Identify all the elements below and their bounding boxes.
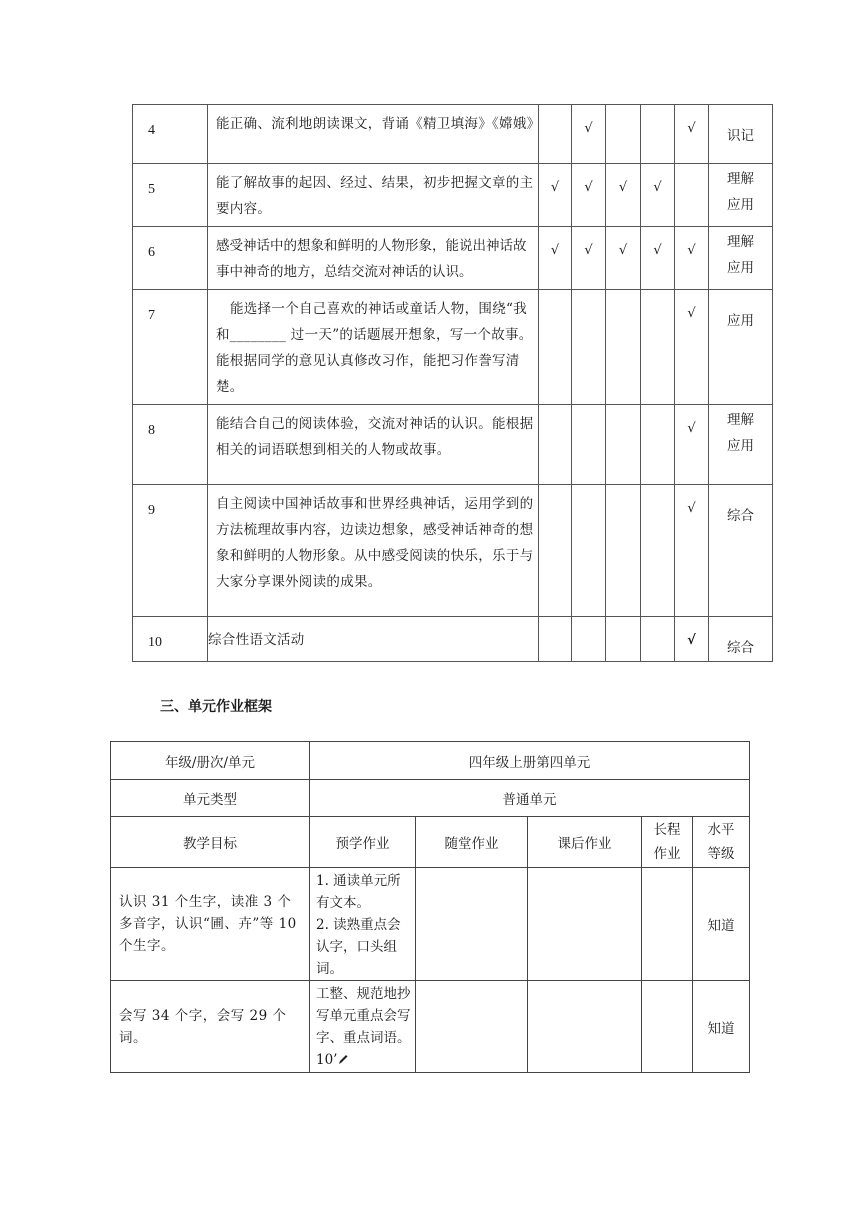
level-cell: 综合 xyxy=(709,617,773,662)
after-homework-cell xyxy=(528,868,642,981)
row-number: 8 xyxy=(133,405,208,485)
table-row xyxy=(133,105,773,164)
row-number: 4 xyxy=(133,105,208,164)
unit-type-label: 单元类型 xyxy=(111,780,310,817)
level-cell: 综合 xyxy=(709,485,773,617)
header-class: 随堂作业 xyxy=(416,817,528,868)
unit-type-value: 普通单元 xyxy=(310,780,750,817)
pre-homework-text: 工整、规范地抄写单元重点会写字、重点词语。10’ xyxy=(316,986,411,1068)
row-number: 5 xyxy=(133,164,208,227)
header-pre: 预学作业 xyxy=(310,817,416,868)
table-row xyxy=(111,780,750,817)
pre-homework-cell: 1. 通读单元所有文本。 2. 读熟重点会认字，口头组词。 xyxy=(310,868,416,981)
level-cell: 知道 xyxy=(693,981,750,1073)
header-goal: 教学目标 xyxy=(111,817,310,868)
check-cell: √ xyxy=(572,164,606,227)
objective-text: 能选择一个自己喜欢的神话或童话人物，围绕“我和________ 过一天”的话题展开想象，写一个故事。能根据同学的意见认真修改习作，能把习作誊写清楚。 xyxy=(208,290,539,405)
check-cell: √ xyxy=(675,227,709,290)
table-row xyxy=(133,164,773,227)
header-after: 课后作业 xyxy=(528,817,642,868)
class-homework-cell xyxy=(416,868,528,981)
header-long: 长程 作业 xyxy=(642,817,693,868)
framework-table xyxy=(110,741,750,1073)
check-cell xyxy=(572,290,606,405)
check-cell xyxy=(641,405,675,485)
check-cell xyxy=(539,290,572,405)
level-cell: 理解 应用 xyxy=(709,164,773,227)
check-cell xyxy=(606,290,641,405)
check-cell: √ xyxy=(606,164,641,227)
row-number: 10 xyxy=(133,617,208,662)
objective-table xyxy=(132,104,773,662)
table-row xyxy=(133,405,773,485)
check-cell xyxy=(539,405,572,485)
check-cell xyxy=(572,485,606,617)
objective-text: 自主阅读中国神话故事和世界经典神话，运用学到的方法梳理故事内容，边读边想象，感受神话神奇的想象和鲜明的人物形象。从中感受阅读的快乐，乐于与大家分享课外阅读的成果。 xyxy=(208,485,539,617)
level-cell: 识记 xyxy=(709,105,773,164)
grade-value: 四年级上册第四单元 xyxy=(310,742,750,780)
after-homework-cell xyxy=(528,981,642,1073)
row-number: 9 xyxy=(133,485,208,617)
check-cell xyxy=(641,105,675,164)
check-cell xyxy=(675,164,709,227)
row-number: 7 xyxy=(133,290,208,405)
pencil-icon xyxy=(337,1053,349,1065)
check-cell: √ xyxy=(675,405,709,485)
objective-text: 能了解故事的起因、经过、结果，初步把握文章的主要内容。 xyxy=(208,164,539,227)
check-cell: √ xyxy=(572,227,606,290)
objective-text: 感受神话中的想象和鲜明的人物形象，能说出神话故事中神奇的地方，总结交流对神话的认识。 xyxy=(208,227,539,290)
long-homework-cell xyxy=(642,981,693,1073)
header-level: 水平 等级 xyxy=(693,817,750,868)
level-cell: 理解 应用 xyxy=(709,227,773,290)
check-cell xyxy=(539,485,572,617)
check-cell xyxy=(572,405,606,485)
check-cell: √ xyxy=(641,227,675,290)
level-cell: 应用 xyxy=(709,290,773,405)
table-header-row xyxy=(111,817,750,868)
check-cell: √ xyxy=(572,105,606,164)
check-cell xyxy=(606,105,641,164)
check-cell: √ xyxy=(675,290,709,405)
table-row xyxy=(133,290,773,405)
table-row xyxy=(133,227,773,290)
check-cell: √ xyxy=(641,164,675,227)
level-cell: 知道 xyxy=(693,868,750,981)
table-row xyxy=(133,617,773,662)
grade-label: 年级/册次/单元 xyxy=(111,742,310,780)
check-cell xyxy=(606,617,641,662)
check-cell: √ xyxy=(606,227,641,290)
class-homework-cell xyxy=(416,981,528,1073)
check-cell: √ xyxy=(539,164,572,227)
section-heading: 三、单元作业框架 xyxy=(160,699,272,715)
check-cell xyxy=(606,405,641,485)
level-cell: 理解 应用 xyxy=(709,405,773,485)
table-row xyxy=(133,485,773,617)
check-cell: √ xyxy=(675,105,709,164)
goal-cell: 会写 34 个字，会写 29 个词。 xyxy=(111,981,310,1073)
table-row xyxy=(111,868,750,981)
check-cell xyxy=(641,485,675,617)
objective-text: 综合性语文活动 xyxy=(208,617,539,662)
table-row xyxy=(111,742,750,780)
check-cell: √ xyxy=(539,227,572,290)
long-homework-cell xyxy=(642,868,693,981)
goal-cell: 认识 31 个生字，读准 3 个多音字，认识“圃、卉”等 10 个生字。 xyxy=(111,868,310,981)
check-cell: √ xyxy=(675,617,709,662)
check-cell: √ xyxy=(675,485,709,617)
pre-homework-cell xyxy=(310,981,416,1073)
row-number: 6 xyxy=(133,227,208,290)
objective-text: 能正确、流利地朗读课文，背诵《精卫填海》《嫦娥》 xyxy=(208,105,539,164)
check-cell xyxy=(539,105,572,164)
objective-text: 能结合自己的阅读体验，交流对神话的认识。能根据相关的词语联想到相关的人物或故事。 xyxy=(208,405,539,485)
table-row xyxy=(111,981,750,1073)
check-cell xyxy=(641,617,675,662)
check-cell xyxy=(641,290,675,405)
check-cell xyxy=(606,485,641,617)
check-cell xyxy=(572,617,606,662)
check-cell xyxy=(539,617,572,662)
